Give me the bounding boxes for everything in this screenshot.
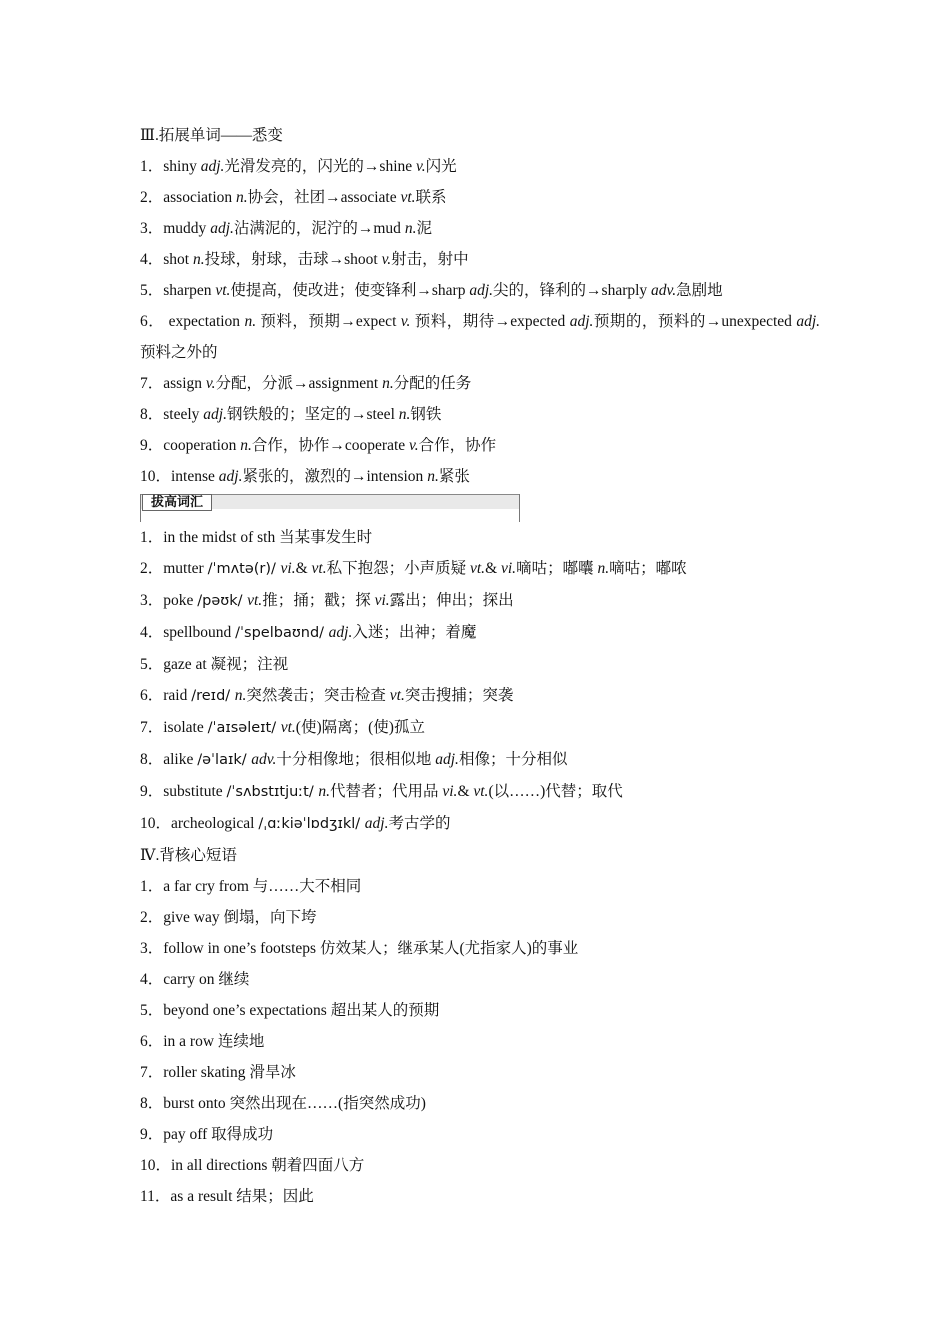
part-of-speech: adj. — [435, 751, 459, 768]
item-text: 9．cooperation — [140, 437, 241, 454]
item-text: 急剧地 — [676, 282, 723, 299]
list-item: 6．in a row 连续地 — [140, 1033, 265, 1050]
part-of-speech: n. — [382, 375, 394, 392]
item-text: 沾满泥的，泥泞的→mud — [233, 220, 405, 237]
list-item — [140, 213, 820, 244]
part-of-speech: n. — [244, 313, 257, 330]
part-of-speech: adv. — [651, 282, 677, 299]
list-item: 11．as a result 结果；因此 — [140, 1188, 314, 1205]
item-text: 投球，射球，击球→shoot — [204, 251, 382, 268]
expand-words-list — [140, 151, 820, 492]
list-item: 9．pay off 取得成功 — [140, 1126, 274, 1143]
item-text: 分配，分派→assignment — [215, 375, 383, 392]
item-text: 分配的任务 — [393, 375, 472, 392]
list-item: 7．roller skating 滑旱冰 — [140, 1064, 296, 1081]
part-of-speech: adj. — [218, 468, 243, 485]
section-heading-expand-words: Ⅲ.拓展单词——悉变 — [140, 127, 283, 144]
list-item — [140, 744, 820, 776]
list-item: 1．a far cry from 与……大不相同 — [140, 878, 362, 895]
item-text: 3．muddy — [140, 220, 211, 237]
item-word: 3．poke — [140, 592, 198, 609]
item-text: 泥 — [416, 220, 432, 237]
item-word: 10．archeological — [140, 815, 259, 832]
part-of-speech: n. — [427, 468, 439, 485]
part-of-speech: adv. — [251, 751, 277, 768]
item-text: 紧张 — [438, 468, 470, 485]
phonetic-transcription: /ˌɑːkiəˈlɒdʒɪkl/ — [258, 816, 365, 832]
list-item: 5．beyond one’s expectations 超出某人的预期 — [140, 1002, 440, 1019]
list-item: 8．burst onto 突然出现在……(指突然成功) — [140, 1095, 426, 1112]
phonetic-transcription: /ˈmʌtə(r)/ — [207, 561, 281, 577]
section-heading-core-phrases: Ⅳ.背核心短语 — [140, 847, 237, 864]
part-of-speech: vt. — [400, 189, 416, 206]
list-item: 10．in all directions 朝着四面八方 — [140, 1157, 365, 1174]
item-text: 7．assign — [140, 375, 206, 392]
part-of-speech: n. — [404, 220, 417, 237]
part-of-speech: n. — [318, 783, 330, 800]
item-text: 光滑发亮的，闪光的→shine — [224, 158, 416, 175]
item-text: 紧张的，激烈的→intension — [242, 468, 428, 485]
list-item: 4．carry on 继续 — [140, 971, 250, 988]
list-item — [140, 712, 820, 744]
part-of-speech: vt. — [311, 560, 327, 577]
list-item — [140, 461, 820, 492]
list-item — [140, 244, 820, 275]
item-text: 相像；十分相似 — [458, 751, 568, 768]
item-text: 5．sharpen — [140, 282, 216, 299]
item-text: 预料，预期→expect — [256, 313, 401, 330]
phonetic-transcription: /ˈaɪsəleɪt/ — [207, 720, 281, 736]
item-text: 闪光 — [425, 158, 457, 175]
item-text: 4．shot — [140, 251, 193, 268]
item-text: 露出；伸出；探出 — [389, 592, 514, 609]
item-text: 预期的，预料的→unexpected — [593, 313, 797, 330]
item-text: (使)隔离；(使)孤立 — [295, 719, 425, 736]
part-of-speech: vi. — [280, 560, 296, 577]
part-of-speech: vi. — [501, 560, 517, 577]
part-of-speech: n. — [236, 189, 248, 206]
part-of-speech: vi. — [374, 592, 390, 609]
item-text: 私下抱怨；小声质疑 — [326, 560, 470, 577]
list-item — [140, 808, 820, 840]
item-text: 联系 — [415, 189, 447, 206]
part-of-speech: v. — [409, 437, 419, 454]
part-of-speech: vt. — [247, 592, 263, 609]
item-text: 射击，射中 — [391, 251, 469, 268]
list-item — [140, 776, 820, 808]
list-item — [140, 680, 820, 712]
item-text: 嘀咕；嘟囔 — [516, 560, 598, 577]
part-of-speech: vi. — [442, 783, 458, 800]
item-text: 协会，社团→associate — [247, 189, 401, 206]
list-item — [140, 585, 820, 617]
part-of-speech: n. — [597, 560, 610, 577]
part-of-speech: v. — [400, 313, 411, 330]
phonetic-transcription: /ˈsʌbstɪtjuːt/ — [226, 784, 319, 800]
part-of-speech: vt. — [473, 783, 489, 800]
part-of-speech: n. — [192, 251, 205, 268]
phonetic-transcription: /pəʊk/ — [197, 593, 248, 609]
item-text: 入迷；出神；着魔 — [352, 624, 477, 641]
list-item — [140, 399, 820, 430]
item-text: 嘀咕；嘟哝 — [609, 560, 687, 577]
part-of-speech: v. — [416, 158, 426, 175]
item-word: 9．substitute — [140, 783, 227, 800]
list-item — [140, 275, 820, 306]
item-text: & — [295, 560, 312, 577]
item-text: 使提高，使改进；使变锋利→sharp — [230, 282, 470, 299]
item-text: 10．intense — [140, 468, 219, 485]
part-of-speech: adj. — [796, 313, 820, 330]
item-text: 预料，期待→expected — [410, 313, 570, 330]
item-text: 预料之外的 — [140, 344, 218, 361]
list-item — [140, 151, 820, 182]
item-text: 1．shiny — [140, 158, 201, 175]
part-of-speech: adj. — [469, 282, 494, 299]
part-of-speech: vt. — [280, 719, 296, 736]
list-item — [140, 553, 820, 585]
item-word: 2．mutter — [140, 560, 208, 577]
item-word: 6．raid — [140, 687, 192, 704]
vocab-box-left-border — [140, 494, 141, 522]
item-text: 十分相像地；很相似地 — [276, 751, 436, 768]
part-of-speech: vt. — [389, 687, 405, 704]
part-of-speech: adj. — [200, 158, 225, 175]
list-item — [140, 368, 820, 399]
item-text: (以……)代替；取代 — [488, 783, 623, 800]
phonetic-transcription: /əˈlaɪk/ — [197, 752, 252, 768]
part-of-speech: vt. — [215, 282, 231, 299]
vocab-box — [140, 492, 520, 522]
item-text: 合作，协作→cooperate — [251, 437, 410, 454]
part-of-speech: adj. — [364, 815, 389, 832]
part-of-speech: n. — [234, 687, 247, 704]
item-text: 推；捅；戳；探 — [262, 592, 375, 609]
list-item: 2．give way 倒塌，向下垮 — [140, 909, 317, 926]
document-content — [140, 120, 820, 1212]
item-text: 5．gaze at 凝视；注视 — [140, 656, 289, 673]
item-text: 1．in the midst of sth 当某事发生时 — [140, 529, 373, 546]
item-text: 2．association — [140, 189, 236, 206]
item-text: 钢铁般的；坚定的→steel — [226, 406, 399, 423]
item-text: 突击搜捕；突袭 — [404, 687, 514, 704]
list-item: 3．follow in one’s footsteps 仿效某人；继承某人(尤指家人)的事业 — [140, 940, 579, 957]
part-of-speech: adj. — [203, 406, 227, 423]
item-word: 4．spellbound — [140, 624, 236, 641]
item-text: 6． expectation — [140, 313, 245, 330]
item-word: 8．alike — [140, 751, 198, 768]
list-item — [140, 522, 820, 553]
part-of-speech: adj. — [569, 313, 594, 330]
list-item — [140, 430, 820, 461]
list-item — [140, 182, 820, 213]
item-text: 考古学的 — [388, 815, 451, 832]
vocab-box-right-border — [519, 494, 520, 522]
item-text: & — [485, 560, 501, 577]
part-of-speech: vt. — [470, 560, 486, 577]
part-of-speech: n. — [240, 437, 252, 454]
part-of-speech: n. — [398, 406, 411, 423]
item-text: & — [457, 783, 474, 800]
list-item — [140, 649, 820, 680]
core-phrases-list — [140, 871, 820, 1212]
list-item — [140, 617, 820, 649]
item-text: 代替者；代用品 — [329, 783, 443, 800]
item-text: 钢铁 — [410, 406, 442, 423]
part-of-speech: adj. — [210, 220, 234, 237]
part-of-speech: v. — [381, 251, 392, 268]
item-text: 8．steely — [140, 406, 204, 423]
phonetic-transcription: /ˈspelbaʊnd/ — [235, 625, 329, 641]
item-word: 7．isolate — [140, 719, 208, 736]
list-item — [140, 306, 820, 368]
part-of-speech: v. — [205, 375, 216, 392]
item-text: 尖的，锋利的→sharply — [493, 282, 652, 299]
advanced-vocab-list — [140, 522, 820, 840]
item-text: 突然袭击；突击检查 — [246, 687, 390, 704]
item-text: 合作，协作 — [418, 437, 497, 454]
part-of-speech: adj. — [328, 624, 353, 641]
phonetic-transcription: /reɪd/ — [191, 688, 235, 704]
vocab-box-label: 拔高词汇 — [142, 494, 212, 511]
